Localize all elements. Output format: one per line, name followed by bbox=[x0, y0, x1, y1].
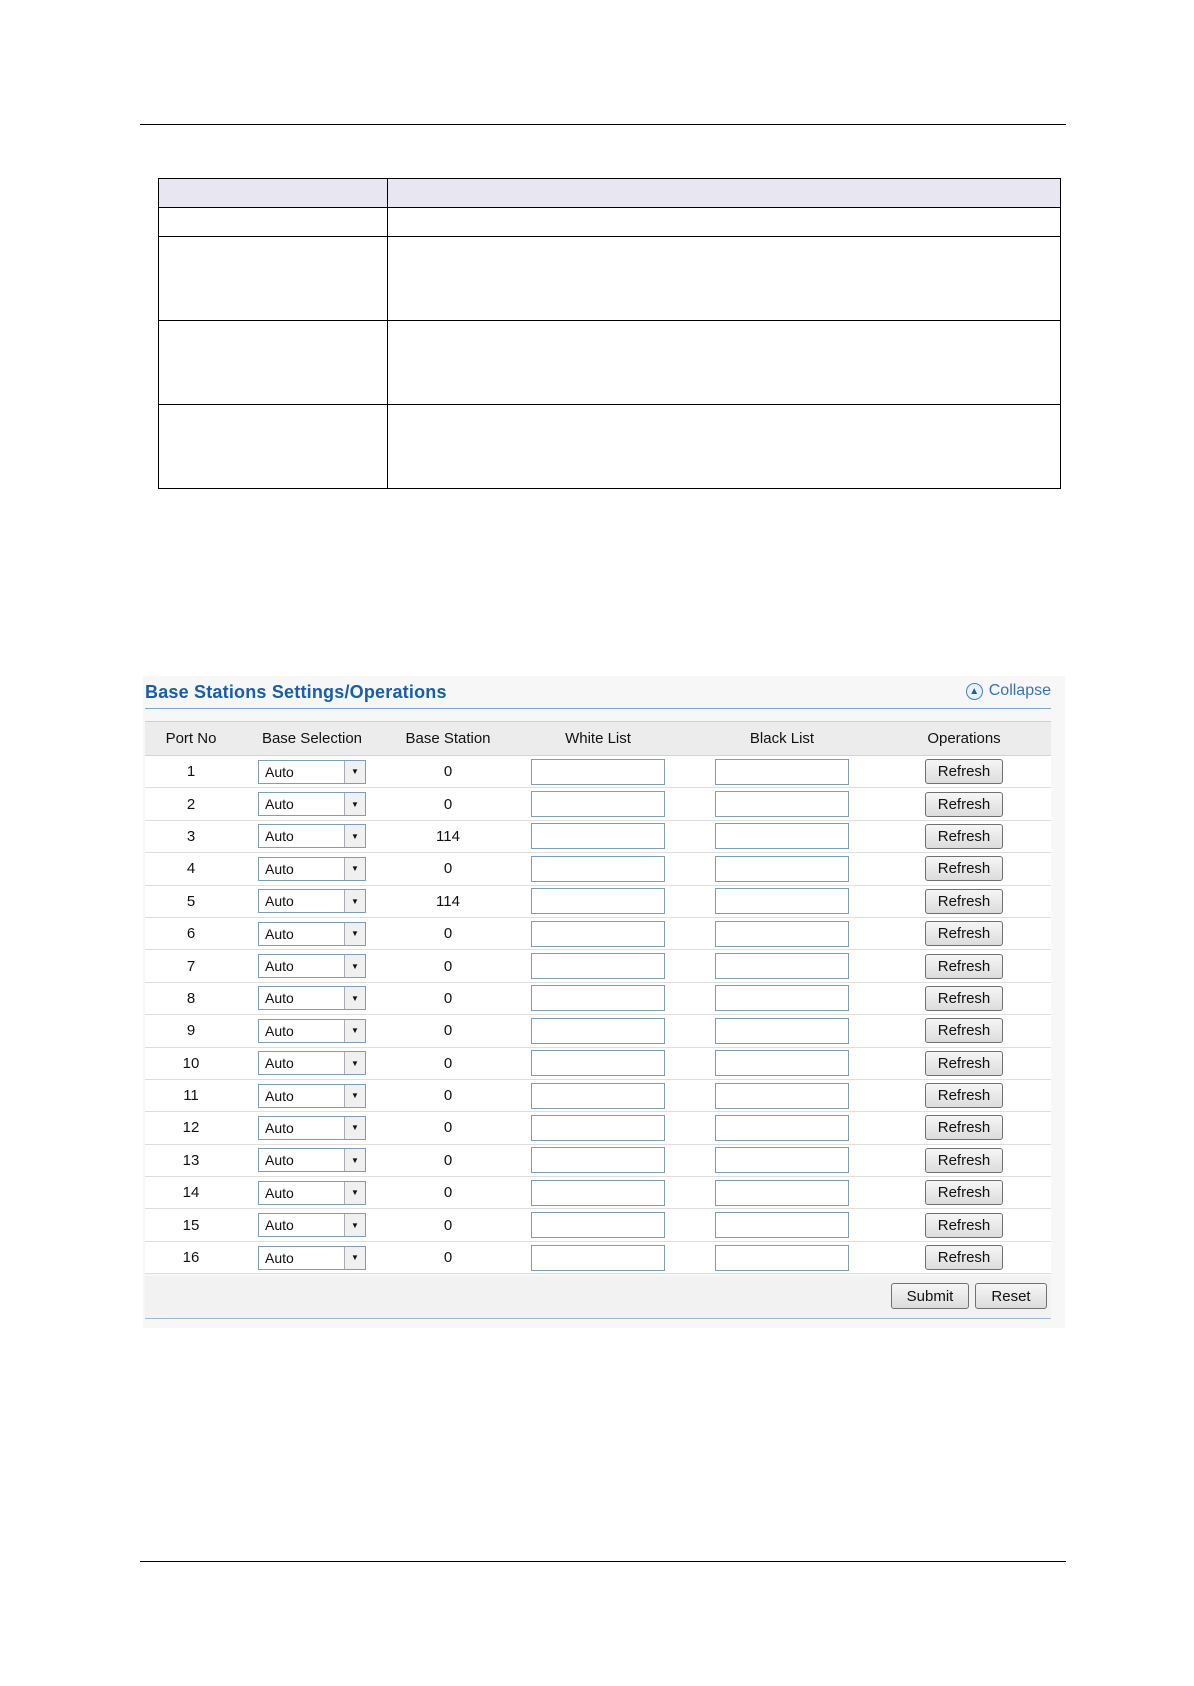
base-selection-cell bbox=[237, 1241, 387, 1273]
table-header-row bbox=[145, 722, 1051, 756]
table-body bbox=[145, 756, 1051, 1274]
port-no-cell: 5 bbox=[145, 885, 237, 917]
black-list-input[interactable] bbox=[715, 791, 849, 817]
black-list-cell bbox=[687, 885, 877, 917]
refresh-button[interactable]: Refresh bbox=[925, 1213, 1004, 1238]
black-list-cell bbox=[687, 1079, 877, 1111]
black-list-input[interactable] bbox=[715, 856, 849, 882]
black-list-input[interactable] bbox=[715, 1115, 849, 1141]
base-selection-cell bbox=[237, 1112, 387, 1144]
collapse-button[interactable] bbox=[966, 682, 1051, 700]
base-selection-dropdown[interactable] bbox=[258, 857, 366, 881]
white-list-cell bbox=[509, 1177, 687, 1209]
refresh-button[interactable]: Refresh bbox=[925, 1051, 1004, 1076]
collapse-up-icon: ▲ bbox=[966, 683, 983, 700]
operations-cell bbox=[877, 1112, 1051, 1144]
black-list-input[interactable] bbox=[715, 888, 849, 914]
white-list-input[interactable] bbox=[531, 1018, 665, 1044]
table-row bbox=[145, 756, 1051, 788]
black-list-cell bbox=[687, 853, 877, 885]
black-list-cell bbox=[687, 950, 877, 982]
base-selection-value: Auto bbox=[265, 925, 294, 942]
base-selection-value: Auto bbox=[265, 1087, 294, 1104]
white-list-cell bbox=[509, 1112, 687, 1144]
base-station-cell: 0 bbox=[387, 853, 509, 885]
base-selection-value: Auto bbox=[265, 1055, 294, 1072]
black-list-input[interactable] bbox=[715, 1083, 849, 1109]
base-station-cell: 0 bbox=[387, 982, 509, 1014]
base-station-cell: 0 bbox=[387, 1144, 509, 1176]
port-no-cell: 16 bbox=[145, 1241, 237, 1273]
black-list-cell bbox=[687, 1015, 877, 1047]
port-no-cell: 6 bbox=[145, 917, 237, 949]
base-selection-cell bbox=[237, 982, 387, 1014]
dropdown-arrow-icon[interactable]: ▼ bbox=[344, 890, 365, 912]
base-selection-value: Auto bbox=[265, 990, 294, 1007]
base-selection-dropdown[interactable] bbox=[258, 1246, 366, 1270]
white-list-input[interactable] bbox=[531, 921, 665, 947]
document-table-row bbox=[159, 208, 1061, 237]
black-list-cell bbox=[687, 1241, 877, 1273]
white-list-input[interactable] bbox=[531, 1050, 665, 1076]
port-no-cell: 3 bbox=[145, 820, 237, 852]
white-list-input[interactable] bbox=[531, 759, 665, 785]
dropdown-arrow-icon[interactable]: ▼ bbox=[344, 1052, 365, 1074]
base-station-cell: 0 bbox=[387, 1209, 509, 1241]
title-divider bbox=[145, 708, 1051, 709]
dropdown-arrow-icon[interactable]: ▼ bbox=[344, 987, 365, 1009]
table-row bbox=[145, 917, 1051, 949]
dropdown-arrow-icon[interactable]: ▼ bbox=[344, 1085, 365, 1107]
dropdown-arrow-icon[interactable]: ▼ bbox=[344, 1247, 365, 1269]
base-selection-dropdown[interactable] bbox=[258, 1181, 366, 1205]
black-list-cell bbox=[687, 756, 877, 788]
white-list-input[interactable] bbox=[531, 1180, 665, 1206]
col-header-base-selection: Base Selection bbox=[237, 722, 387, 756]
white-list-input[interactable] bbox=[531, 953, 665, 979]
black-list-input[interactable] bbox=[715, 953, 849, 979]
base-selection-dropdown[interactable] bbox=[258, 1051, 366, 1075]
base-selection-dropdown[interactable] bbox=[258, 954, 366, 978]
base-selection-value: Auto bbox=[265, 860, 294, 877]
operations-cell bbox=[877, 756, 1051, 788]
white-list-input[interactable] bbox=[531, 1115, 665, 1141]
black-list-input[interactable] bbox=[715, 1245, 849, 1271]
base-selection-value: Auto bbox=[265, 1152, 294, 1169]
white-list-input[interactable] bbox=[531, 791, 665, 817]
black-list-cell bbox=[687, 1144, 877, 1176]
black-list-input[interactable] bbox=[715, 921, 849, 947]
black-list-cell bbox=[687, 1177, 877, 1209]
refresh-button[interactable]: Refresh bbox=[925, 792, 1004, 817]
col-header-operations: Operations bbox=[877, 722, 1051, 756]
refresh-button[interactable]: Refresh bbox=[925, 1180, 1004, 1205]
base-station-cell: 0 bbox=[387, 788, 509, 820]
col-header-port-no: Port No bbox=[145, 722, 237, 756]
black-list-cell bbox=[687, 788, 877, 820]
dropdown-arrow-icon[interactable]: ▼ bbox=[344, 1020, 365, 1042]
base-selection-dropdown[interactable] bbox=[258, 889, 366, 913]
white-list-cell bbox=[509, 788, 687, 820]
base-selection-cell bbox=[237, 1079, 387, 1111]
white-list-cell bbox=[509, 917, 687, 949]
base-stations-panel bbox=[143, 676, 1065, 1328]
white-list-input[interactable] bbox=[531, 888, 665, 914]
base-selection-dropdown[interactable] bbox=[258, 986, 366, 1010]
table-row bbox=[145, 1079, 1051, 1111]
table-row bbox=[145, 1112, 1051, 1144]
dropdown-arrow-icon[interactable]: ▼ bbox=[344, 1117, 365, 1139]
table-row bbox=[145, 1241, 1051, 1273]
port-no-cell: 8 bbox=[145, 982, 237, 1014]
operations-cell bbox=[877, 1079, 1051, 1111]
document-table-row bbox=[159, 321, 1061, 405]
base-selection-cell bbox=[237, 820, 387, 852]
black-list-input[interactable] bbox=[715, 759, 849, 785]
base-selection-value: Auto bbox=[265, 828, 294, 845]
base-selection-value: Auto bbox=[265, 958, 294, 975]
port-no-cell: 13 bbox=[145, 1144, 237, 1176]
table-row bbox=[145, 853, 1051, 885]
table-row bbox=[145, 788, 1051, 820]
base-selection-cell bbox=[237, 1144, 387, 1176]
base-selection-cell bbox=[237, 917, 387, 949]
base-selection-value: Auto bbox=[265, 1184, 294, 1201]
base-selection-dropdown[interactable] bbox=[258, 760, 366, 784]
base-selection-dropdown[interactable] bbox=[258, 922, 366, 946]
white-list-cell bbox=[509, 1209, 687, 1241]
operations-cell bbox=[877, 853, 1051, 885]
table-row bbox=[145, 1177, 1051, 1209]
refresh-button[interactable]: Refresh bbox=[925, 759, 1004, 784]
base-selection-cell bbox=[237, 1047, 387, 1079]
base-station-cell: 114 bbox=[387, 820, 509, 852]
white-list-cell bbox=[509, 950, 687, 982]
port-no-cell: 10 bbox=[145, 1047, 237, 1079]
white-list-input[interactable] bbox=[531, 1083, 665, 1109]
port-no-cell: 9 bbox=[145, 1015, 237, 1047]
col-header-base-station: Base Station bbox=[387, 722, 509, 756]
refresh-button[interactable]: Refresh bbox=[925, 921, 1004, 946]
black-list-input[interactable] bbox=[715, 1212, 849, 1238]
base-selection-dropdown[interactable] bbox=[258, 1213, 366, 1237]
black-list-input[interactable] bbox=[715, 1018, 849, 1044]
base-selection-value: Auto bbox=[265, 796, 294, 813]
base-station-cell: 0 bbox=[387, 1177, 509, 1209]
base-selection-dropdown[interactable] bbox=[258, 1148, 366, 1172]
black-list-input[interactable] bbox=[715, 1050, 849, 1076]
base-selection-value: Auto bbox=[265, 763, 294, 780]
footer-rule bbox=[140, 1561, 1066, 1562]
white-list-cell bbox=[509, 885, 687, 917]
dropdown-arrow-icon[interactable]: ▼ bbox=[344, 1182, 365, 1204]
white-list-cell bbox=[509, 1047, 687, 1079]
base-station-cell: 114 bbox=[387, 885, 509, 917]
operations-cell bbox=[877, 1209, 1051, 1241]
base-station-cell: 0 bbox=[387, 1015, 509, 1047]
base-selection-value: Auto bbox=[265, 1217, 294, 1234]
port-no-cell: 15 bbox=[145, 1209, 237, 1241]
port-no-cell: 1 bbox=[145, 756, 237, 788]
table-row bbox=[145, 1144, 1051, 1176]
base-selection-cell bbox=[237, 1015, 387, 1047]
base-station-cell: 0 bbox=[387, 1112, 509, 1144]
base-selection-dropdown[interactable] bbox=[258, 792, 366, 816]
white-list-input[interactable] bbox=[531, 856, 665, 882]
document-table bbox=[158, 178, 1061, 489]
operations-cell bbox=[877, 1177, 1051, 1209]
refresh-button[interactable]: Refresh bbox=[925, 856, 1004, 881]
refresh-button[interactable]: Refresh bbox=[925, 889, 1004, 914]
collapse-label: Collapse bbox=[988, 682, 1051, 699]
submit-button[interactable]: Submit bbox=[891, 1283, 969, 1309]
dropdown-arrow-icon[interactable]: ▼ bbox=[344, 761, 365, 783]
black-list-cell bbox=[687, 982, 877, 1014]
dropdown-arrow-icon[interactable]: ▼ bbox=[344, 858, 365, 880]
operations-cell bbox=[877, 788, 1051, 820]
form-footer bbox=[145, 1276, 1051, 1319]
dropdown-arrow-icon[interactable]: ▼ bbox=[344, 1214, 365, 1236]
operations-cell bbox=[877, 1047, 1051, 1079]
white-list-cell bbox=[509, 982, 687, 1014]
operations-cell bbox=[877, 1241, 1051, 1273]
table-row bbox=[145, 885, 1051, 917]
document-table-row bbox=[159, 237, 1061, 321]
white-list-cell bbox=[509, 1241, 687, 1273]
base-station-cell: 0 bbox=[387, 1079, 509, 1111]
black-list-input[interactable] bbox=[715, 823, 849, 849]
operations-cell bbox=[877, 982, 1051, 1014]
black-list-cell bbox=[687, 820, 877, 852]
operations-cell bbox=[877, 1144, 1051, 1176]
white-list-input[interactable] bbox=[531, 1147, 665, 1173]
operations-cell bbox=[877, 885, 1051, 917]
base-station-cell: 0 bbox=[387, 950, 509, 982]
black-list-input[interactable] bbox=[715, 1147, 849, 1173]
white-list-input[interactable] bbox=[531, 823, 665, 849]
operations-cell bbox=[877, 917, 1051, 949]
refresh-button[interactable]: Refresh bbox=[925, 824, 1004, 849]
white-list-input[interactable] bbox=[531, 1212, 665, 1238]
document-table-header-row bbox=[159, 179, 1061, 208]
refresh-button[interactable]: Refresh bbox=[925, 1083, 1004, 1108]
black-list-cell bbox=[687, 917, 877, 949]
col-header-black-list: Black List bbox=[687, 722, 877, 756]
dropdown-arrow-icon[interactable]: ▼ bbox=[344, 955, 365, 977]
base-selection-cell bbox=[237, 950, 387, 982]
dropdown-arrow-icon[interactable]: ▼ bbox=[344, 825, 365, 847]
port-no-cell: 7 bbox=[145, 950, 237, 982]
white-list-input[interactable] bbox=[531, 1245, 665, 1271]
table-row bbox=[145, 820, 1051, 852]
operations-cell bbox=[877, 950, 1051, 982]
port-no-cell: 14 bbox=[145, 1177, 237, 1209]
white-list-cell bbox=[509, 1144, 687, 1176]
base-selection-value: Auto bbox=[265, 1249, 294, 1266]
base-selection-dropdown[interactable] bbox=[258, 824, 366, 848]
dropdown-arrow-icon[interactable]: ▼ bbox=[344, 923, 365, 945]
black-list-cell bbox=[687, 1047, 877, 1079]
refresh-button[interactable]: Refresh bbox=[925, 1115, 1004, 1140]
black-list-cell bbox=[687, 1112, 877, 1144]
white-list-cell bbox=[509, 853, 687, 885]
refresh-button[interactable]: Refresh bbox=[925, 954, 1004, 979]
black-list-cell bbox=[687, 1209, 877, 1241]
base-selection-cell bbox=[237, 788, 387, 820]
operations-cell bbox=[877, 1015, 1051, 1047]
dropdown-arrow-icon[interactable]: ▼ bbox=[344, 1149, 365, 1171]
table-row bbox=[145, 1209, 1051, 1241]
base-selection-cell bbox=[237, 1209, 387, 1241]
base-selection-cell bbox=[237, 885, 387, 917]
white-list-input[interactable] bbox=[531, 985, 665, 1011]
table-row bbox=[145, 982, 1051, 1014]
panel-title: Base Stations Settings/Operations bbox=[145, 682, 447, 702]
base-selection-value: Auto bbox=[265, 1022, 294, 1039]
base-stations-table bbox=[145, 721, 1051, 1274]
refresh-button[interactable]: Refresh bbox=[925, 1148, 1004, 1173]
reset-button[interactable]: Reset bbox=[975, 1283, 1047, 1309]
refresh-button[interactable]: Refresh bbox=[925, 1018, 1004, 1043]
base-selection-dropdown[interactable] bbox=[258, 1116, 366, 1140]
base-station-cell: 0 bbox=[387, 917, 509, 949]
table-row bbox=[145, 1047, 1051, 1079]
black-list-input[interactable] bbox=[715, 985, 849, 1011]
white-list-cell bbox=[509, 756, 687, 788]
base-station-cell: 0 bbox=[387, 756, 509, 788]
port-no-cell: 12 bbox=[145, 1112, 237, 1144]
table-row bbox=[145, 950, 1051, 982]
table-row bbox=[145, 1015, 1051, 1047]
port-no-cell: 2 bbox=[145, 788, 237, 820]
base-selection-cell bbox=[237, 1177, 387, 1209]
header-rule bbox=[140, 124, 1066, 125]
dropdown-arrow-icon[interactable]: ▼ bbox=[344, 793, 365, 815]
white-list-cell bbox=[509, 1015, 687, 1047]
base-selection-value: Auto bbox=[265, 1119, 294, 1136]
port-no-cell: 4 bbox=[145, 853, 237, 885]
operations-cell bbox=[877, 820, 1051, 852]
base-station-cell: 0 bbox=[387, 1241, 509, 1273]
refresh-button[interactable]: Refresh bbox=[925, 986, 1004, 1011]
col-header-white-list: White List bbox=[509, 722, 687, 756]
base-selection-dropdown[interactable] bbox=[258, 1019, 366, 1043]
port-no-cell: 11 bbox=[145, 1079, 237, 1111]
document-table-row bbox=[159, 405, 1061, 489]
black-list-input[interactable] bbox=[715, 1180, 849, 1206]
base-selection-cell bbox=[237, 756, 387, 788]
refresh-button[interactable]: Refresh bbox=[925, 1245, 1004, 1270]
base-selection-cell bbox=[237, 853, 387, 885]
base-selection-value: Auto bbox=[265, 893, 294, 910]
base-selection-dropdown[interactable] bbox=[258, 1084, 366, 1108]
white-list-cell bbox=[509, 820, 687, 852]
white-list-cell bbox=[509, 1079, 687, 1111]
base-station-cell: 0 bbox=[387, 1047, 509, 1079]
